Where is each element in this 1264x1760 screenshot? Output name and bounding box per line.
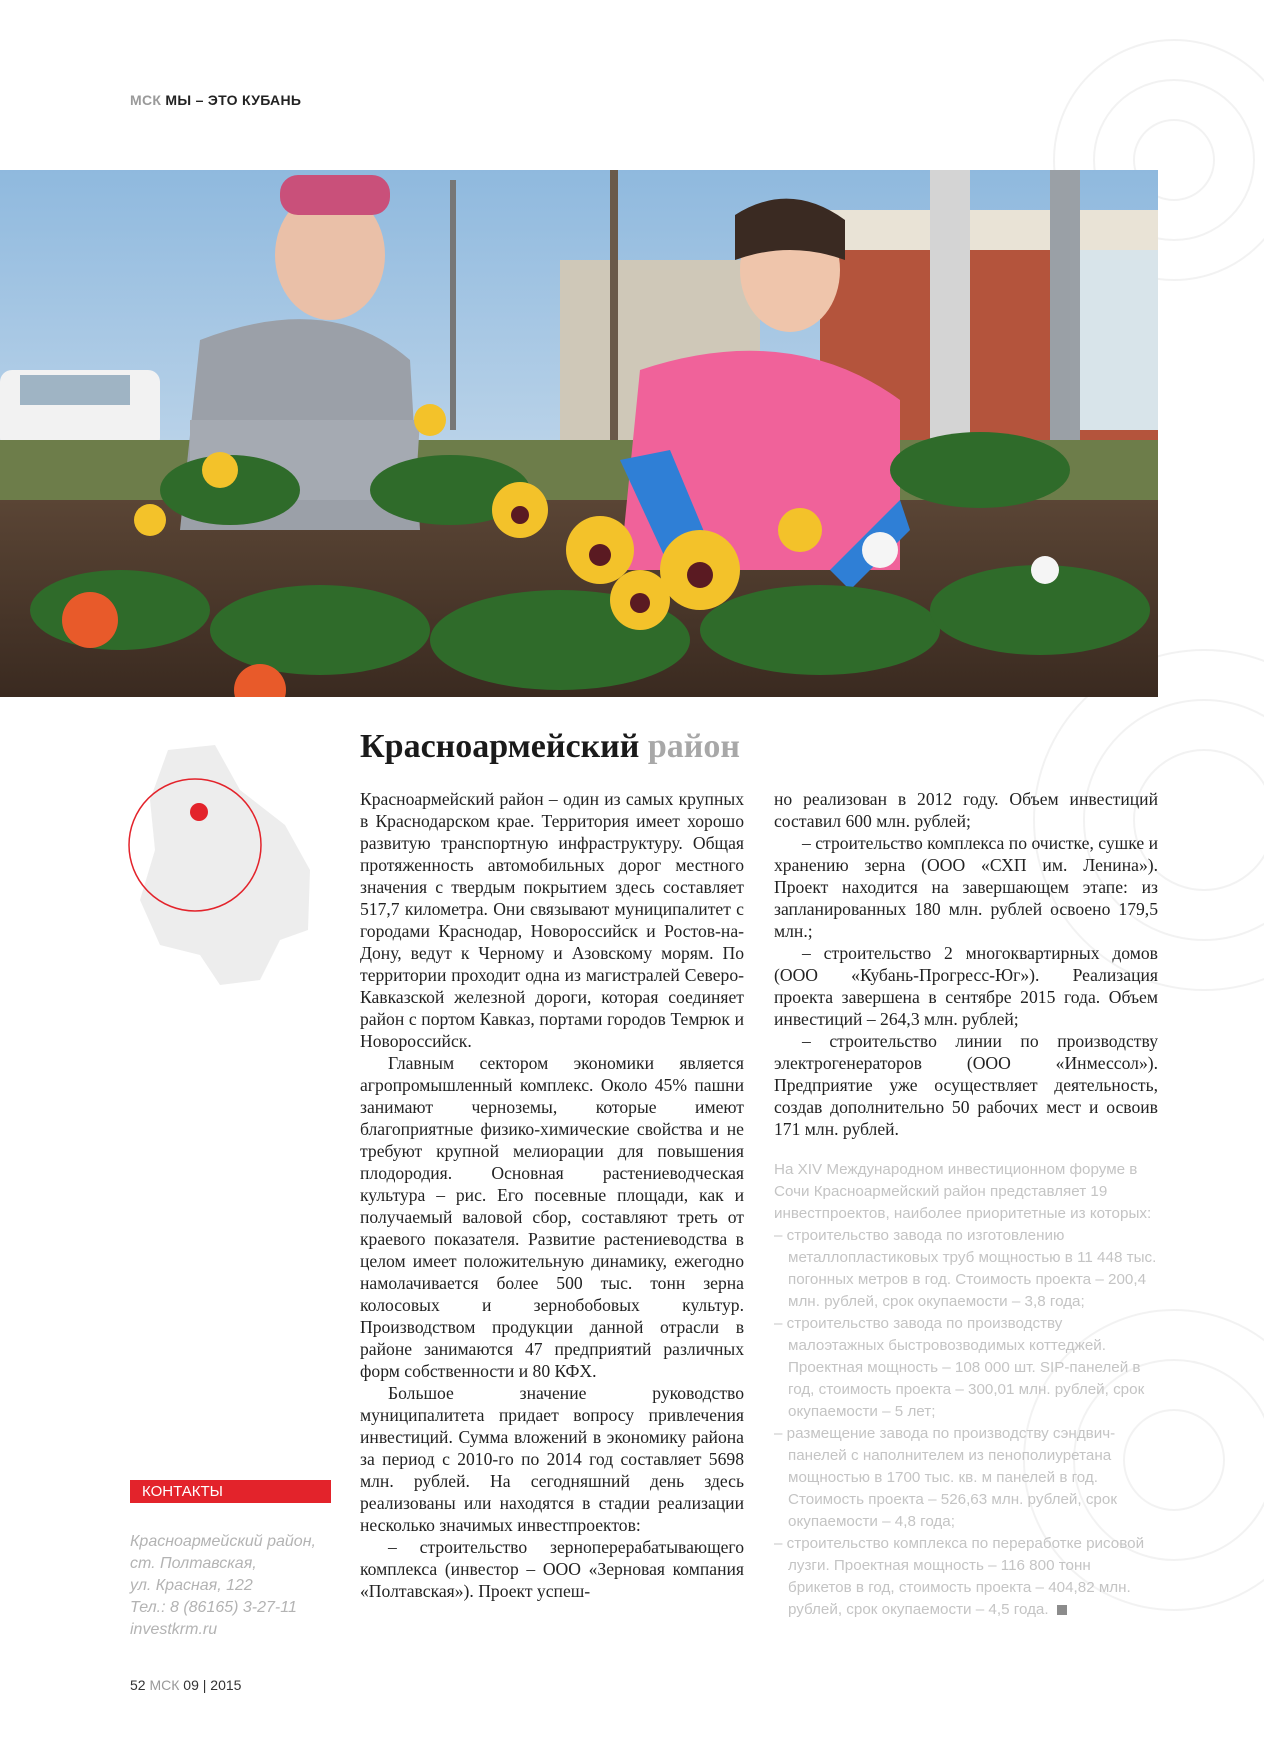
- paragraph: – строительство комплекса по очистке, сушке и хранению зерна (ООО «СХП им. Ленина»). Проект находится на завершающем этапе: из запланированных 180 млн. рублей освоено 179,5 млн.;: [774, 833, 1158, 941]
- contact-phone: Тел.: 8 (86165) 3-27-11: [130, 1599, 297, 1616]
- contact-website-link[interactable]: investkrm.ru: [130, 1621, 218, 1638]
- contact-line: Красноармейский район,: [130, 1533, 316, 1550]
- page-number: 52: [130, 1677, 146, 1693]
- footer-brand: МСК: [149, 1677, 180, 1693]
- footer-divider: |: [202, 1677, 207, 1693]
- list-item: [774, 1533, 1158, 1621]
- paragraph: Красноармейский район – один из самых крупных в Краснодарском крае. Территория имеет хорошо развитую транспортную инфраструктуру. Общая протяженность автомобильных дорог местного значения с твердым покрытием здесь составляет 517,7 километра. Они связывают муниципалитет с городами Краснодар, Новороссийск и Ростов-на-Дону, ведут к Черному и Азовскому морям. По территории проходит одна из магистралей Северо-Кавказской железной дороги, которая соединяет район с портом Кавказ, портами городов Темрюк и Новороссийск.: [360, 789, 744, 1051]
- magazine-brand: МСК: [130, 92, 162, 108]
- page-footer: [130, 1677, 241, 1693]
- issue-number: 09: [183, 1677, 199, 1693]
- section-title: МЫ – ЭТО КУБАНЬ: [165, 92, 302, 108]
- project-list: [774, 1225, 1158, 1621]
- hero-photo: [0, 170, 1158, 697]
- article-column-2: [774, 788, 1158, 1140]
- contacts-block: [130, 1531, 350, 1641]
- list-item: – размещение завода по производству сэндвич-панелей с наполнителем из пенополиуретана мощностью в 1700 тыс. кв. м панелей в год. Стоимость проекта – 526,63 млн. рублей, срок окупаемости – 4,8 года;: [774, 1425, 1117, 1530]
- section-header: [130, 92, 301, 108]
- contact-line: ул. Красная, 122: [130, 1577, 253, 1594]
- end-of-article-square-icon: [1057, 1605, 1067, 1615]
- paragraph: Большое значение руководство муниципалитета придает вопросу привлечения инвестиций. Сумма вложений в экономику района за период с 2010-го по 2014 год составляет 5698 млн. рублей. На сегодняшний день здесь реализованы или находятся в стадии реализации несколько значимых инвестпроектов:: [360, 1383, 744, 1535]
- paragraph: но реализован в 2012 году. Объем инвестиций составил 600 млн. рублей;: [774, 789, 1158, 831]
- article-column-1: [360, 788, 744, 1602]
- sidebar-intro: На XIV Международном инвестиционном форуме в Сочи Красноармейский район представляет 19 инвестпроектов, наиболее приоритетные из которых:: [774, 1161, 1152, 1222]
- list-item-text: – строительство комплекса по переработке рисовой лузги. Проектная мощность – 116 800 тонн брикетов в год, стоимость проекта – 404,82 млн. рублей, срок окупаемости – 4,5 года.: [774, 1535, 1145, 1618]
- title-main: Красноармейский: [360, 728, 640, 765]
- contacts-heading: КОНТАКТЫ: [130, 1480, 331, 1503]
- issue-year: 2015: [210, 1677, 242, 1693]
- photo-illustration: [0, 170, 1158, 697]
- district-location-map: [120, 730, 320, 1010]
- contact-line: ст. Полтавская,: [130, 1555, 257, 1572]
- paragraph: – строительство линии по производству электрогенераторов (ООО «Инмессол»). Предприятие уже осуществляет деятельность, создав дополнительно 50 рабочих мест и освоив 171 млн. рублей.: [774, 1031, 1158, 1139]
- title-accent: район: [647, 728, 740, 765]
- paragraph: – строительство зерноперерабатывающего комплекса (инвестор – ООО «Зерновая компания «Полтавская»). Проект успеш-: [360, 1537, 744, 1601]
- list-item: – строительство завода по изготовлению металлопластиковых труб мощностью в 11 448 тыс. погонных метров в год. Стоимость проекта – 200,4 млн. рублей, срок окупаемости – 3,8 года;: [774, 1227, 1157, 1310]
- paragraph: – строительство 2 многоквартирных домов (ООО «Кубань-Прогресс-Юг»). Реализация проекта завершена в сентябре 2015 года. Объем инвестиций – 264,3 млн. рублей;: [774, 943, 1158, 1029]
- priority-projects-box: [774, 1159, 1158, 1621]
- paragraph: Главным сектором экономики является агропромышленный комплекс. Около 45% пашни занимают черноземы, которые имеют благоприятные физико-химические свойства и не требуют крупной мелиорации для повышения плодородия. Основная растениеводческая культура – рис. Его посевные площади, как и получаемый валовой сбор, составляют треть от краевого показателя. Развитие растениеводства в целом имеет положительную динамику, ежегодно намолачивается более 500 тыс. тонн зерна колосовых и зернобобовых культур. Производством продукции данной отрасли в районе занимаются 47 предприятий различных форм собственности и 80 КФХ.: [360, 1053, 744, 1381]
- location-dot: [190, 803, 208, 821]
- article-title: [360, 728, 740, 766]
- list-item: – строительство завода по производству малоэтажных быстровозводимых коттеджей. Проектная мощность – 108 000 шт. SIP-панелей в год, стоимость проекта – 300,01 млн. рублей, срок окупаемости – 5 лет;: [774, 1315, 1145, 1420]
